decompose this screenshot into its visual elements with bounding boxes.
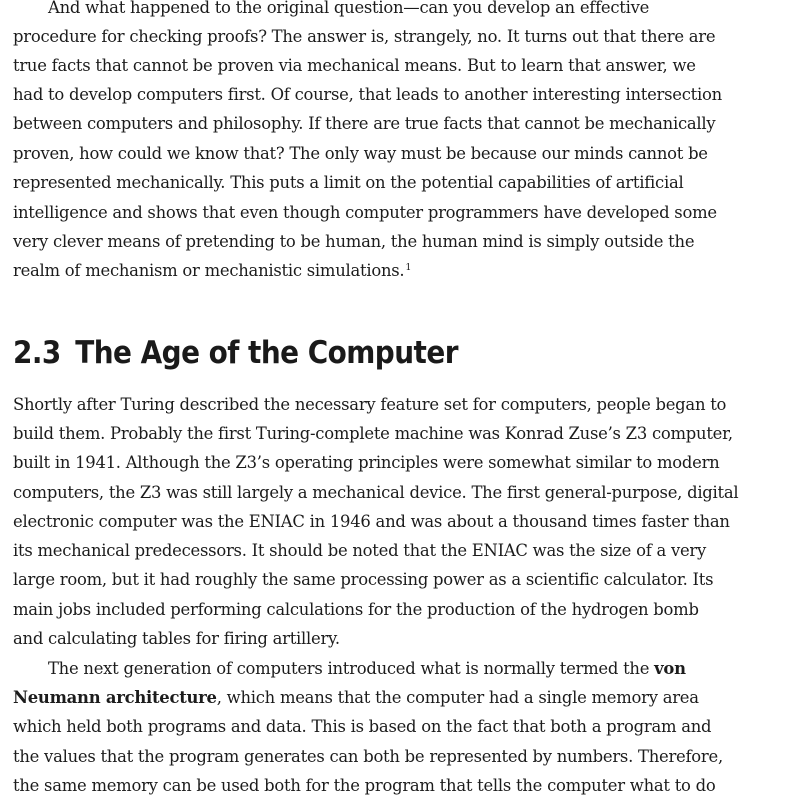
text-line: had to develop computers first. Of course, that leads to another interesting intersection xyxy=(13,85,722,104)
text-line: the same memory can be used both for the program that tells the computer what to do xyxy=(13,776,716,795)
text-line: electronic computer was the ENIAC in 1946 and was about a thousand times faster than xyxy=(13,512,730,531)
term-bold: von xyxy=(654,659,686,678)
section-title: The Age of the Computer xyxy=(75,335,458,371)
text-line: built in 1941. Although the Z3’s operating principles were somewhat similar to modern xyxy=(13,453,720,472)
text-line: its mechanical predecessors. It should be noted that the ENIAC was the size of a very xyxy=(13,541,707,560)
text-line xyxy=(48,654,686,683)
text-line-content: The next generation of computers introduced what is normally termed the xyxy=(48,659,655,678)
text-line-content: , which means that the computer had a single memory area xyxy=(216,688,699,707)
text-line-content: realm of mechanism or mechanistic simulations. xyxy=(13,261,405,280)
term-bold: Neumann architecture xyxy=(13,688,217,707)
text-line: Shortly after Turing described the necessary feature set for computers, people began to xyxy=(13,395,727,414)
section-heading xyxy=(13,328,458,378)
text-line: between computers and philosophy. If there are true facts that cannot be mechanically xyxy=(13,114,716,133)
text-line: proven, how could we know that? The only way must be because our minds cannot be xyxy=(13,144,708,163)
text-line: which held both programs and data. This is based on the fact that both a program and xyxy=(13,717,712,736)
text-line: And what happened to the original question—can you develop an effective xyxy=(48,0,650,17)
text-line: the values that the program generates can both be represented by numbers. Therefore, xyxy=(13,747,723,766)
text-line xyxy=(13,683,699,712)
text-line: main jobs included performing calculations for the production of the hydrogen bomb xyxy=(13,600,699,619)
text-line: represented mechanically. This puts a limit on the potential capabilities of artificial xyxy=(13,173,684,192)
text-line xyxy=(13,256,411,285)
text-line: intelligence and shows that even though computer programmers have developed some xyxy=(13,203,717,222)
text-line: large room, but it had roughly the same processing power as a scientific calculator. Its xyxy=(13,570,714,589)
text-line: procedure for checking proofs? The answer is, strangely, no. It turns out that there are xyxy=(13,27,716,46)
text-line: true facts that cannot be proven via mechanical means. But to learn that answer, we xyxy=(13,56,696,75)
section-number: 2.3 xyxy=(13,335,61,371)
text-line: very clever means of pretending to be human, the human mind is simply outside the xyxy=(13,232,695,251)
text-line: build them. Probably the first Turing-complete machine was Konrad Zuse’s Z3 computer, xyxy=(13,424,733,443)
text-line: computers, the Z3 was still largely a mechanical device. The first general-purpose, digital xyxy=(13,483,739,502)
footnote-marker: 1 xyxy=(405,262,412,273)
text-line: and calculating tables for firing artillery. xyxy=(13,629,340,648)
